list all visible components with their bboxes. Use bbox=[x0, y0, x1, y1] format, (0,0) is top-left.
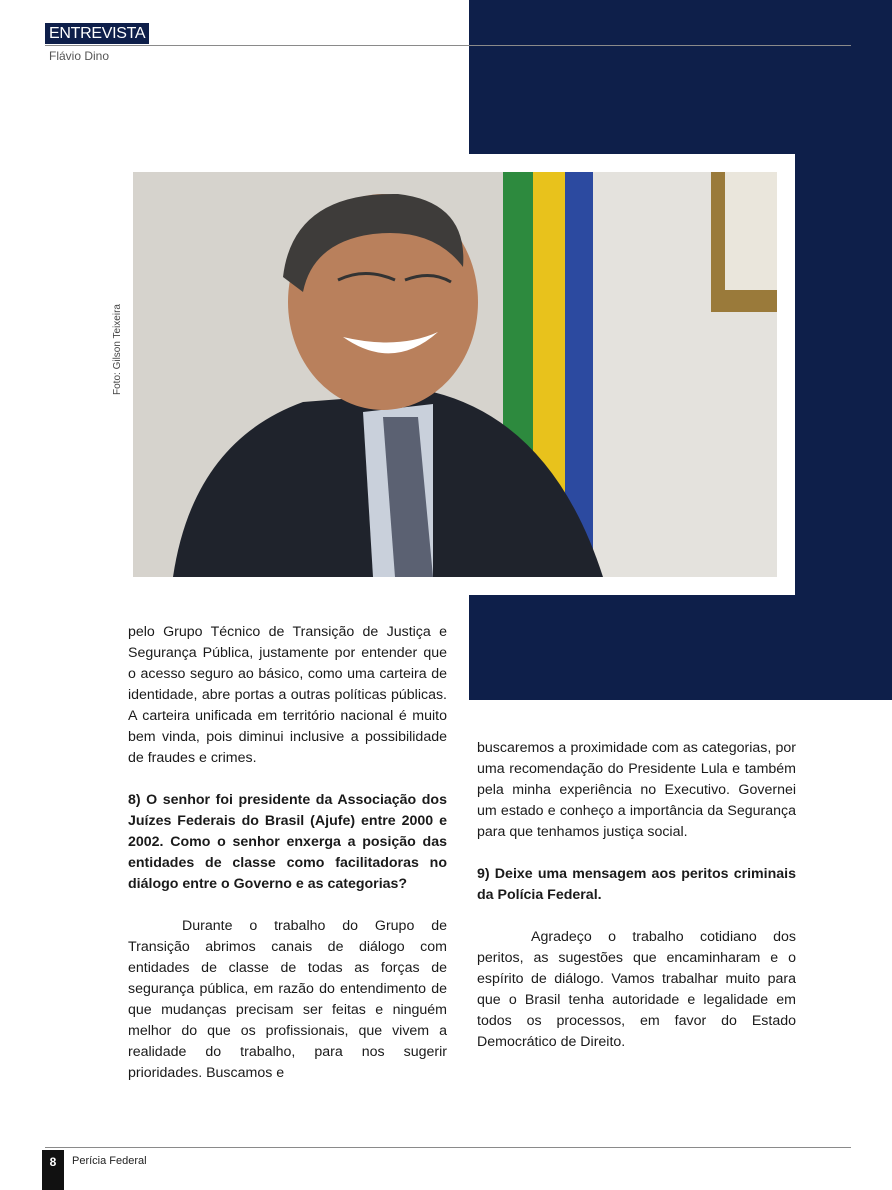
page-number: 8 bbox=[42, 1150, 64, 1190]
question-9: 9) Deixe uma mensagem aos peritos criminais da Polícia Federal. bbox=[477, 866, 796, 903]
header-divider bbox=[45, 45, 851, 46]
question-8: 8) O senhor foi presidente da Associação dos Juízes Federais do Brasil (Ajufe) entre 2000 e 2002. Como o senhor enxerga a posição das entidades de classe como facilitadoras no diálogo entre o Governo e as categorias? bbox=[128, 792, 447, 892]
paragraph: pelo Grupo Técnico de Transição de Justiça e Segurança Pública, justamente por entender que o acesso seguro ao básico, como uma carteira de identidade, abre portas a outras políticas públicas. A carteira unificada em território nacional é muito bem vinda, pois diminui inclusive a possibilidade de fraudes e crimes. bbox=[128, 624, 447, 766]
paragraph: buscaremos a proximidade com as categorias, por uma recomendação do Presidente Lula e também pela minha experiência no Executivo. Governei um estado e conheço a importância da Segurança para que tenhamos justiça social. bbox=[477, 740, 796, 840]
right-column bbox=[477, 738, 796, 1053]
interviewee-name: Flávio Dino bbox=[49, 49, 110, 63]
photo-credit: Foto: Gilson Teixeira bbox=[112, 304, 123, 395]
section-tag: ENTREVISTA bbox=[45, 23, 149, 44]
answer-8: Durante o trabalho do Grupo de Transição abrimos canais de diálogo com entidades de classe de todas as forças de segurança pública, em razão do entendimento de que mudanças precisam ser feitas e ninguém melhor do que os profissionais, que vivem a realidade do trabalho, para nos sugerir prioridades. Buscamos e bbox=[128, 918, 447, 1081]
interview-photo bbox=[133, 172, 777, 577]
footer-divider bbox=[45, 1147, 851, 1148]
portrait-illustration bbox=[133, 172, 777, 577]
left-column bbox=[128, 622, 447, 1084]
answer-9: Agradeço o trabalho cotidiano dos peritos, as sugestões que encaminharam e o espírito de diálogo. Vamos trabalhar muito para que o Brasil tenha autoridade e legalidade em todos os processos, em favor do Estado Democrático de Direito. bbox=[477, 929, 796, 1050]
magazine-name: Perícia Federal bbox=[72, 1155, 147, 1167]
